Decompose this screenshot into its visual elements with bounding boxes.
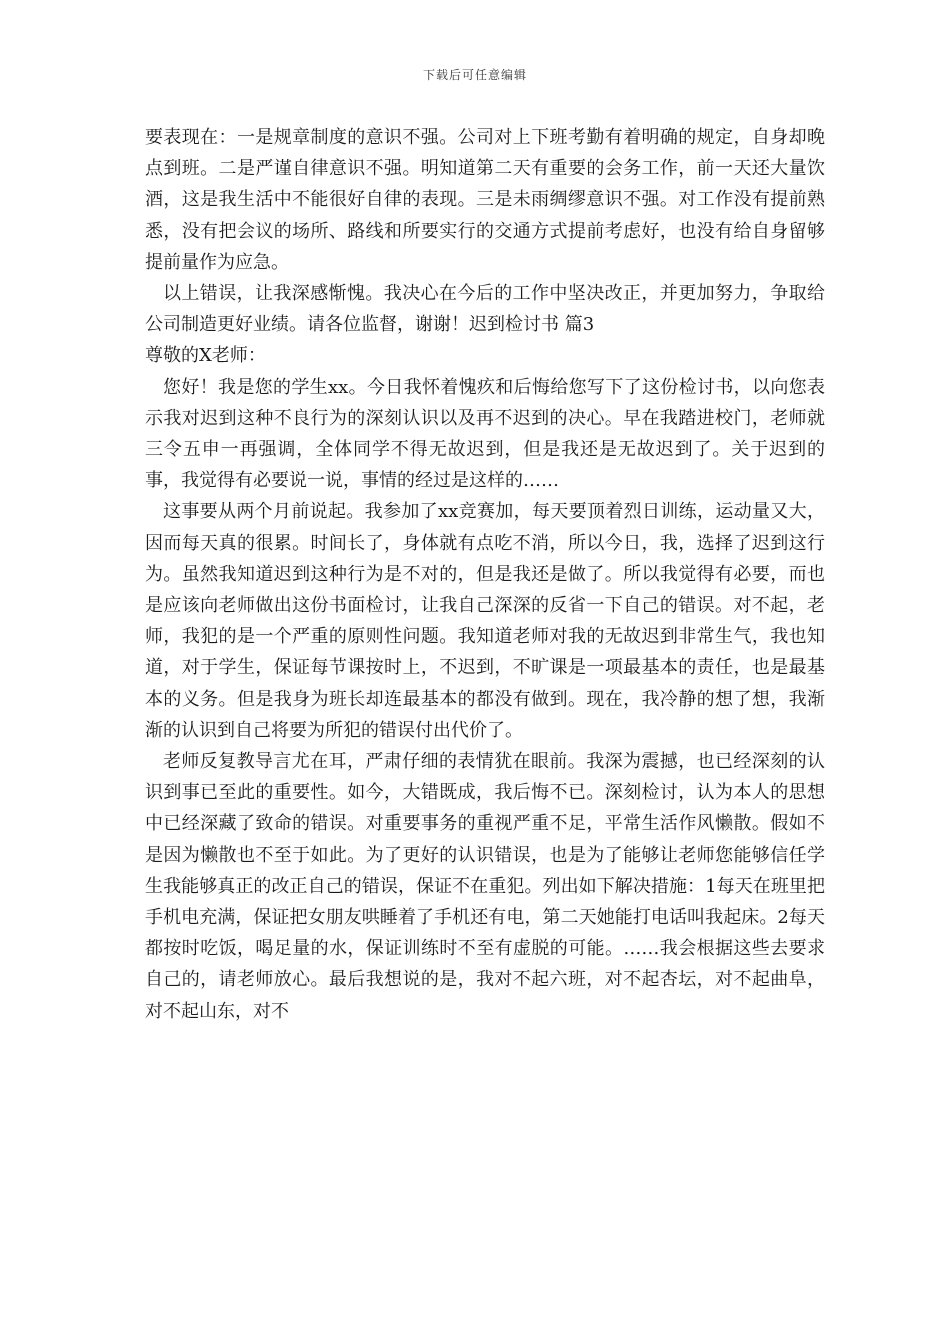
- paragraph-3: 您好！我是您的学生xx。今日我怀着愧疚和后悔给您写下了这份检讨书，以向您表示我对迟到这种不良行为的深刻认识以及再不迟到的决心。早在我踏进校门，老师就三令五申一再强调，全体同学不得无故迟到，但是我还是无故迟到了。关于迟到的事，我觉得有必要说一说，事情的经过是这样的……: [145, 376, 825, 492]
- paragraph-1: 要表现在：一是规章制度的意识不强。公司对上下班考勤有着明确的规定，自身却晚点到班。二是严谨自律意识不强。明知道第二天有重要的会务工作，前一天还大量饮酒，这是我生活中不能很好自律的表现。三是未雨绸缪意识不强。对工作没有提前熟悉，没有把会议的场所、路线和所要实行的交通方式提前考虑好，也没有给自身留够提前量作为应急。: [145, 127, 825, 273]
- document-body: [145, 122, 825, 1027]
- paragraph-4: 这事要从两个月前说起。我参加了xx竞赛加，每天要顶着烈日训练，运动量又大，因而每天真的很累。时间长了，身体就有点吃不消，所以今日，我，选择了迟到这行为。虽然我知道迟到这种行为是不对的，但是我还是做了。所以我觉得有必要，而也是应该向老师做出这份书面检讨，让我自己深深的反省一下自己的错误。对不起，老师，我犯的是一个严重的原则性问题。我知道老师对我的无故迟到非常生气，我也知道，对于学生，保证每节课按时上，不迟到，不旷课是一项最基本的责任，也是最基本的义务。但是我身为班长却连最基本的都没有做到。现在，我冷静的想了想，我渐渐的认识到自己将要为所犯的错误付出代价了。: [145, 501, 825, 741]
- page-header-note: 下载后可任意编辑: [422, 68, 527, 82]
- paragraph-5: 老师反复教导言尤在耳，严肃仔细的表情犹在眼前。我深为震撼，也已经深刻的认识到事已至此的重要性。如今，大错既成，我后悔不已。深刻检讨，认为本人的思想中已经深藏了致命的错误。对重要事务的重视严重不足，平常生活作风懒散。假如不是因为懒散也不至于如此。为了更好的认识错误，也是为了能够让老师您能够信任学生我能够真正的改正自己的错误，保证不在重犯。列出如下解决措施：1每天在班里把手机电充满，保证把女朋友哄睡着了手机还有电，第二天她能打电话叫我起床。2每天都按时吃饭，喝足量的水，保证训练时不至有虚脱的可能。……我会根据这些去要求自己的，请老师放心。最后我想说的是，我对不起六班，对不起杏坛，对不起曲阜，对不起山东，对不: [145, 751, 825, 1022]
- salutation: 尊敬的X老师：: [145, 345, 266, 367]
- paragraph-2: 以上错误，让我深感惭愧。我决心在今后的工作中坚决改正，并更加努力，争取给公司制造更好业绩。请各位监督，谢谢！迟到检讨书 篇3: [145, 283, 825, 336]
